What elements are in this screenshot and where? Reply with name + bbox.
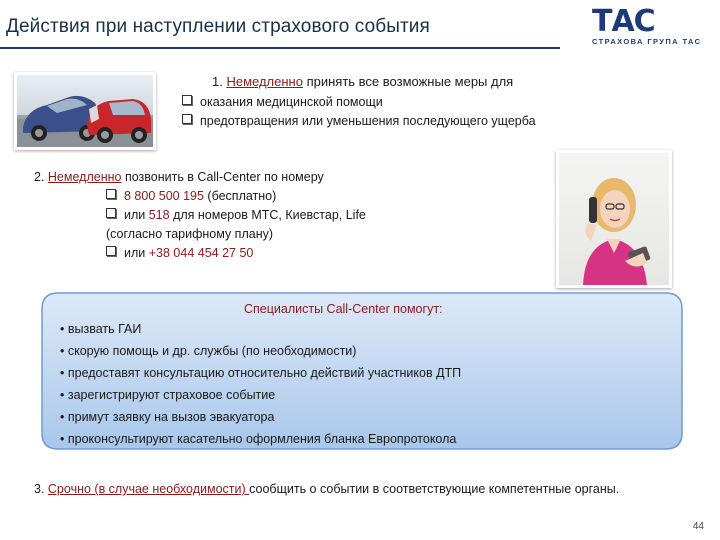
- step1-number: 1.: [212, 74, 227, 89]
- step1-emphasis: Немедленно: [226, 74, 303, 89]
- step3-emphasis: Срочно (в случае необходимости): [47, 482, 250, 496]
- list-item: [182, 95, 383, 109]
- car-accident-photo: [14, 72, 156, 150]
- callout-item: • предоставят консультацию относительно действий участников ДТП: [60, 366, 462, 380]
- page-number: 44: [692, 521, 704, 532]
- list-item: [106, 189, 276, 203]
- logo-text: ТАС: [592, 4, 655, 39]
- callout-item: • проконсультируют касательно оформления бланка Европротокола: [60, 432, 457, 446]
- step3-body: сообщить о событии в соответствующие компетентные органы.: [249, 482, 620, 496]
- callout-item: • примут заявку на вызов эвакуатора: [60, 410, 275, 424]
- step2-emphasis: Немедленно: [47, 170, 122, 184]
- tariff-note: (согласно тарифному плану): [106, 227, 274, 241]
- step2-text: позвонить в Call-Center по номеру: [121, 170, 324, 184]
- call-center-person-photo: [556, 150, 672, 288]
- list-item: [182, 114, 536, 128]
- list-item: [106, 208, 366, 222]
- hotline-number: 8 800 500 195: [124, 189, 204, 203]
- step1-item-text: предотвращения или уменьшения последующего ущерба: [200, 114, 536, 128]
- car-accident-illustration: [17, 75, 153, 147]
- checkbox-bullet-icon: [106, 246, 116, 256]
- step1-heading: [212, 74, 513, 89]
- international-number: +38 044 454 27 50: [148, 246, 254, 260]
- company-logo: [592, 4, 718, 50]
- alt-prefix: или: [124, 246, 149, 260]
- checkbox-bullet-icon: [182, 114, 192, 124]
- title-divider: [0, 47, 560, 49]
- list-item: [106, 246, 253, 260]
- logo-mark: [592, 4, 718, 39]
- short-number: 518: [148, 208, 170, 222]
- woman-phone-illustration: [559, 153, 669, 285]
- callout-heading: Специалисты Call-Center помогут:: [244, 302, 443, 316]
- step3-text: [34, 481, 694, 498]
- step2-number: 2.: [34, 170, 48, 184]
- logo-subtitle: СТРАХОВА ГРУПА ТАС: [592, 37, 702, 46]
- page-title: Действия при наступлении страхового события: [6, 16, 430, 37]
- alt-prefix: или: [124, 208, 149, 222]
- hotline-note: (бесплатно): [203, 189, 277, 203]
- step3-number: 3.: [34, 482, 48, 496]
- checkbox-bullet-icon: [106, 208, 116, 218]
- step2-heading: [34, 170, 324, 184]
- checkbox-bullet-icon: [106, 189, 116, 199]
- callout-item: • скорую помощь и др. службы (по необходимости): [60, 344, 357, 358]
- callout-item: • вызвать ГАИ: [60, 322, 142, 336]
- short-number-note: для номеров МТС, Киевстар, Life: [169, 208, 366, 222]
- step1-text: принять все возможные меры для: [302, 74, 514, 89]
- step1-item-text: оказания медицинской помощи: [200, 95, 383, 109]
- checkbox-bullet-icon: [182, 95, 192, 105]
- callout-item: • зарегистрируют страховое событие: [60, 388, 276, 402]
